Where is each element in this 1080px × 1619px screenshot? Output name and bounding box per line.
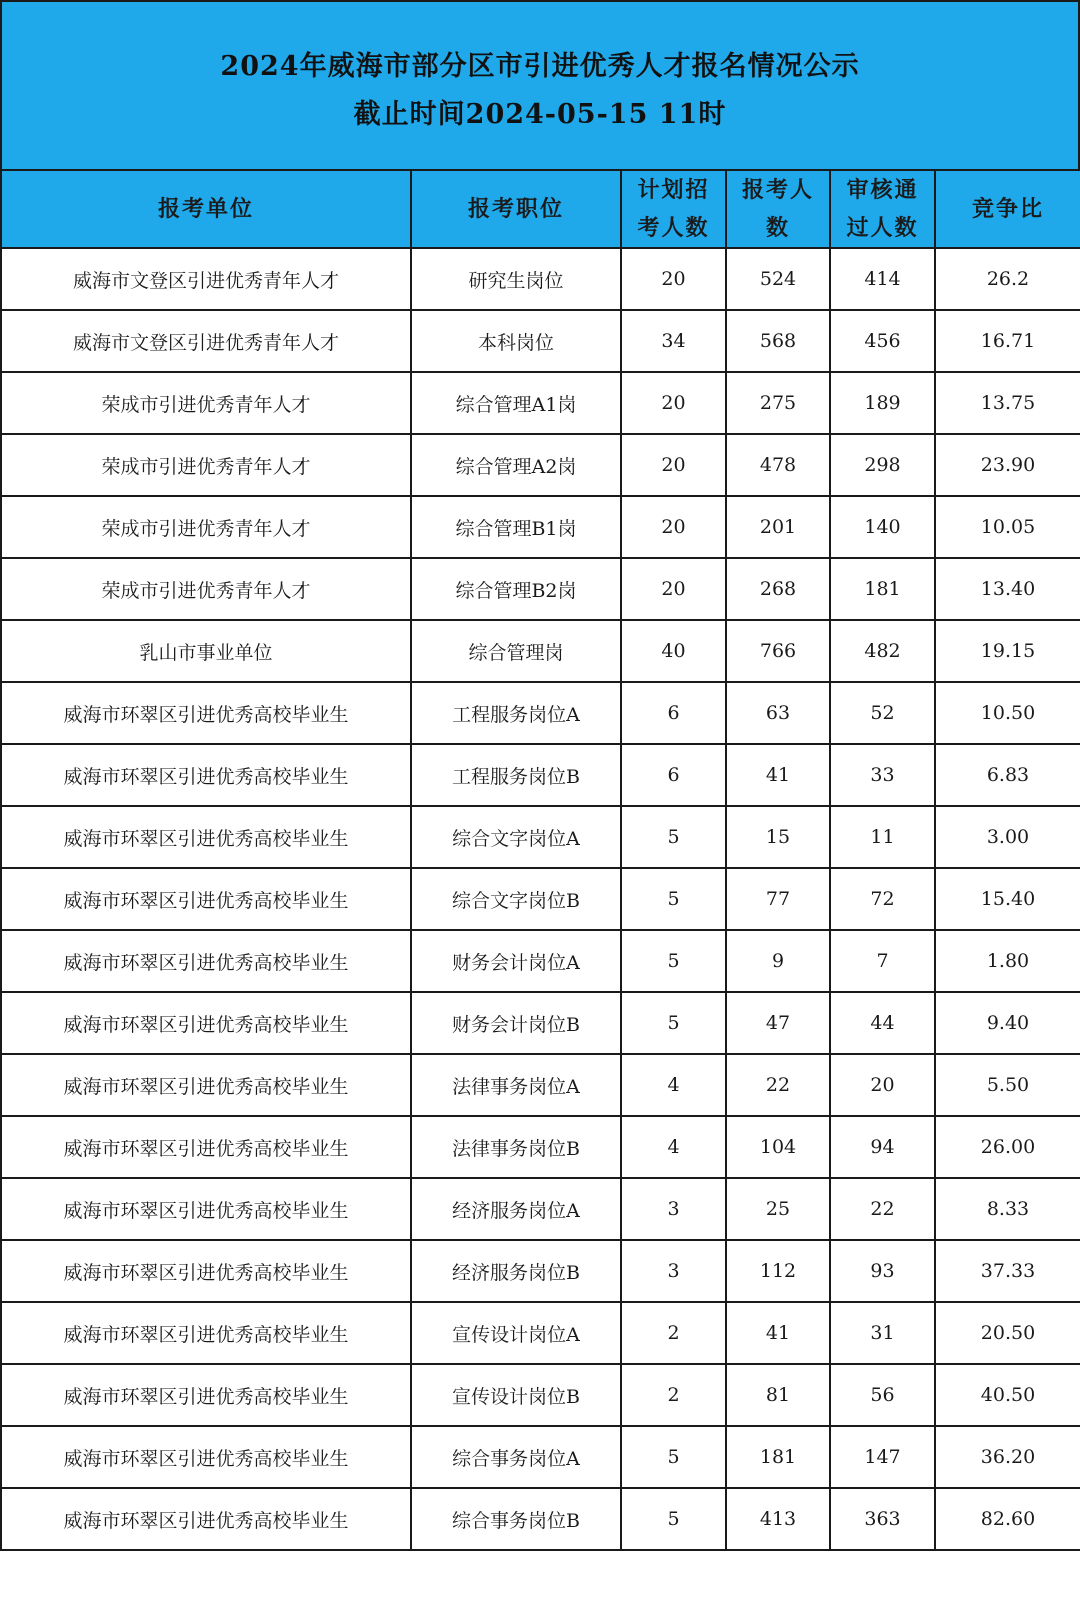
registration-table bbox=[0, 169, 1080, 1551]
cell-unit: 乳山市事业单位 bbox=[1, 620, 411, 682]
cell-approved: 482 bbox=[830, 620, 935, 682]
cell-unit: 威海市文登区引进优秀青年人才 bbox=[1, 310, 411, 372]
cell-approved: 7 bbox=[830, 930, 935, 992]
cell-applicants: 568 bbox=[726, 310, 830, 372]
cell-approved: 20 bbox=[830, 1054, 935, 1116]
cell-position: 综合管理岗 bbox=[411, 620, 621, 682]
cell-position: 宣传设计岗位A bbox=[411, 1302, 621, 1364]
table-row bbox=[1, 496, 1080, 558]
cell-ratio: 37.33 bbox=[935, 1240, 1080, 1302]
table-row bbox=[1, 992, 1080, 1054]
header-plan-line1: 计划招 bbox=[637, 177, 710, 203]
cell-approved: 52 bbox=[830, 682, 935, 744]
cell-applicants: 478 bbox=[726, 434, 830, 496]
cell-applicants: 63 bbox=[726, 682, 830, 744]
cell-applicants: 77 bbox=[726, 868, 830, 930]
cell-approved: 94 bbox=[830, 1116, 935, 1178]
cell-ratio: 16.71 bbox=[935, 310, 1080, 372]
table-row bbox=[1, 1178, 1080, 1240]
table-row bbox=[1, 682, 1080, 744]
cell-plan: 5 bbox=[621, 930, 726, 992]
header-approved bbox=[830, 170, 935, 248]
header-approved-line2: 过人数 bbox=[846, 215, 919, 241]
cell-position: 研究生岗位 bbox=[411, 248, 621, 310]
cell-plan: 2 bbox=[621, 1364, 726, 1426]
cell-plan: 5 bbox=[621, 1426, 726, 1488]
cell-applicants: 766 bbox=[726, 620, 830, 682]
cell-plan: 5 bbox=[621, 806, 726, 868]
header-applicants bbox=[726, 170, 830, 248]
cell-ratio: 10.50 bbox=[935, 682, 1080, 744]
cell-applicants: 9 bbox=[726, 930, 830, 992]
cell-unit: 荣成市引进优秀青年人才 bbox=[1, 372, 411, 434]
cell-unit: 威海市环翠区引进优秀高校毕业生 bbox=[1, 1302, 411, 1364]
cell-plan: 6 bbox=[621, 744, 726, 806]
cell-applicants: 41 bbox=[726, 744, 830, 806]
cell-approved: 363 bbox=[830, 1488, 935, 1550]
table-row bbox=[1, 1364, 1080, 1426]
cell-unit: 荣成市引进优秀青年人才 bbox=[1, 496, 411, 558]
table-row bbox=[1, 1488, 1080, 1550]
cell-plan: 4 bbox=[621, 1054, 726, 1116]
table-row bbox=[1, 620, 1080, 682]
cell-approved: 44 bbox=[830, 992, 935, 1054]
cell-applicants: 47 bbox=[726, 992, 830, 1054]
cell-unit: 威海市环翠区引进优秀高校毕业生 bbox=[1, 1488, 411, 1550]
cell-unit: 威海市环翠区引进优秀高校毕业生 bbox=[1, 806, 411, 868]
cell-position: 综合事务岗位B bbox=[411, 1488, 621, 1550]
cell-applicants: 201 bbox=[726, 496, 830, 558]
cell-plan: 5 bbox=[621, 868, 726, 930]
table-row bbox=[1, 1240, 1080, 1302]
cell-applicants: 524 bbox=[726, 248, 830, 310]
cell-approved: 56 bbox=[830, 1364, 935, 1426]
cell-approved: 22 bbox=[830, 1178, 935, 1240]
cell-plan: 5 bbox=[621, 1488, 726, 1550]
cell-position: 综合管理A2岗 bbox=[411, 434, 621, 496]
cell-position: 法律事务岗位B bbox=[411, 1116, 621, 1178]
cell-approved: 147 bbox=[830, 1426, 935, 1488]
cell-ratio: 23.90 bbox=[935, 434, 1080, 496]
table-row bbox=[1, 310, 1080, 372]
cell-applicants: 413 bbox=[726, 1488, 830, 1550]
cell-unit: 威海市环翠区引进优秀高校毕业生 bbox=[1, 868, 411, 930]
cell-approved: 298 bbox=[830, 434, 935, 496]
table-row bbox=[1, 248, 1080, 310]
cell-position: 经济服务岗位B bbox=[411, 1240, 621, 1302]
cell-approved: 93 bbox=[830, 1240, 935, 1302]
cell-applicants: 275 bbox=[726, 372, 830, 434]
cell-unit: 威海市环翠区引进优秀高校毕业生 bbox=[1, 930, 411, 992]
cell-plan: 3 bbox=[621, 1178, 726, 1240]
table-row bbox=[1, 806, 1080, 868]
cell-position: 财务会计岗位B bbox=[411, 992, 621, 1054]
table-row bbox=[1, 1116, 1080, 1178]
page-title: 2024年威海市部分区市引进优秀人才报名情况公示 bbox=[220, 51, 860, 82]
cell-approved: 31 bbox=[830, 1302, 935, 1364]
header-applicants-line2: 数 bbox=[765, 215, 790, 241]
cell-applicants: 41 bbox=[726, 1302, 830, 1364]
cell-ratio: 13.75 bbox=[935, 372, 1080, 434]
cell-plan: 20 bbox=[621, 434, 726, 496]
cell-position: 综合管理A1岗 bbox=[411, 372, 621, 434]
header-applicants-line1: 报考人 bbox=[741, 177, 814, 203]
cell-unit: 威海市环翠区引进优秀高校毕业生 bbox=[1, 1054, 411, 1116]
cell-ratio: 82.60 bbox=[935, 1488, 1080, 1550]
header-unit: 报考单位 bbox=[1, 170, 411, 248]
cell-ratio: 19.15 bbox=[935, 620, 1080, 682]
cell-approved: 456 bbox=[830, 310, 935, 372]
cell-ratio: 3.00 bbox=[935, 806, 1080, 868]
table-row bbox=[1, 558, 1080, 620]
cell-ratio: 26.00 bbox=[935, 1116, 1080, 1178]
cell-unit: 荣成市引进优秀青年人才 bbox=[1, 558, 411, 620]
cell-position: 综合文字岗位A bbox=[411, 806, 621, 868]
cell-ratio: 1.80 bbox=[935, 930, 1080, 992]
table-row bbox=[1, 1302, 1080, 1364]
cell-approved: 140 bbox=[830, 496, 935, 558]
table-row bbox=[1, 1054, 1080, 1116]
cell-ratio: 40.50 bbox=[935, 1364, 1080, 1426]
cell-ratio: 36.20 bbox=[935, 1426, 1080, 1488]
cell-approved: 414 bbox=[830, 248, 935, 310]
cell-ratio: 8.33 bbox=[935, 1178, 1080, 1240]
cell-plan: 2 bbox=[621, 1302, 726, 1364]
cell-ratio: 6.83 bbox=[935, 744, 1080, 806]
cell-position: 综合管理B2岗 bbox=[411, 558, 621, 620]
cell-position: 经济服务岗位A bbox=[411, 1178, 621, 1240]
cell-applicants: 22 bbox=[726, 1054, 830, 1116]
cell-plan: 20 bbox=[621, 496, 726, 558]
cell-approved: 11 bbox=[830, 806, 935, 868]
cell-position: 工程服务岗位A bbox=[411, 682, 621, 744]
deadline-subtitle: 截止时间2024-05-15 11时 bbox=[353, 99, 727, 130]
cell-unit: 威海市环翠区引进优秀高校毕业生 bbox=[1, 682, 411, 744]
header-approved-line1: 审核通 bbox=[846, 177, 919, 203]
cell-position: 财务会计岗位A bbox=[411, 930, 621, 992]
cell-unit: 威海市环翠区引进优秀高校毕业生 bbox=[1, 1364, 411, 1426]
cell-ratio: 5.50 bbox=[935, 1054, 1080, 1116]
table-body bbox=[1, 248, 1080, 1550]
cell-unit: 威海市环翠区引进优秀高校毕业生 bbox=[1, 1178, 411, 1240]
table-row bbox=[1, 930, 1080, 992]
header-plan-line2: 考人数 bbox=[637, 215, 710, 241]
cell-plan: 20 bbox=[621, 372, 726, 434]
cell-applicants: 268 bbox=[726, 558, 830, 620]
cell-unit: 威海市环翠区引进优秀高校毕业生 bbox=[1, 992, 411, 1054]
cell-unit: 威海市环翠区引进优秀高校毕业生 bbox=[1, 1240, 411, 1302]
cell-plan: 40 bbox=[621, 620, 726, 682]
cell-position: 综合事务岗位A bbox=[411, 1426, 621, 1488]
table-header-row bbox=[1, 170, 1080, 248]
cell-ratio: 13.40 bbox=[935, 558, 1080, 620]
cell-applicants: 181 bbox=[726, 1426, 830, 1488]
header-position: 报考职位 bbox=[411, 170, 621, 248]
cell-plan: 4 bbox=[621, 1116, 726, 1178]
cell-ratio: 9.40 bbox=[935, 992, 1080, 1054]
cell-unit: 威海市环翠区引进优秀高校毕业生 bbox=[1, 1116, 411, 1178]
header-plan bbox=[621, 170, 726, 248]
cell-ratio: 10.05 bbox=[935, 496, 1080, 558]
cell-plan: 34 bbox=[621, 310, 726, 372]
cell-unit: 荣成市引进优秀青年人才 bbox=[1, 434, 411, 496]
title-banner bbox=[0, 0, 1080, 171]
cell-plan: 20 bbox=[621, 558, 726, 620]
cell-plan: 3 bbox=[621, 1240, 726, 1302]
cell-position: 工程服务岗位B bbox=[411, 744, 621, 806]
cell-position: 综合文字岗位B bbox=[411, 868, 621, 930]
cell-applicants: 25 bbox=[726, 1178, 830, 1240]
cell-plan: 6 bbox=[621, 682, 726, 744]
cell-ratio: 20.50 bbox=[935, 1302, 1080, 1364]
cell-ratio: 26.2 bbox=[935, 248, 1080, 310]
cell-position: 法律事务岗位A bbox=[411, 1054, 621, 1116]
cell-unit: 威海市环翠区引进优秀高校毕业生 bbox=[1, 744, 411, 806]
cell-approved: 72 bbox=[830, 868, 935, 930]
cell-plan: 20 bbox=[621, 248, 726, 310]
cell-applicants: 112 bbox=[726, 1240, 830, 1302]
cell-applicants: 81 bbox=[726, 1364, 830, 1426]
table-row bbox=[1, 1426, 1080, 1488]
cell-approved: 33 bbox=[830, 744, 935, 806]
cell-unit: 威海市文登区引进优秀青年人才 bbox=[1, 248, 411, 310]
cell-approved: 181 bbox=[830, 558, 935, 620]
cell-ratio: 15.40 bbox=[935, 868, 1080, 930]
table-row bbox=[1, 744, 1080, 806]
cell-position: 综合管理B1岗 bbox=[411, 496, 621, 558]
table-row bbox=[1, 868, 1080, 930]
table-row bbox=[1, 372, 1080, 434]
cell-applicants: 15 bbox=[726, 806, 830, 868]
cell-position: 宣传设计岗位B bbox=[411, 1364, 621, 1426]
cell-applicants: 104 bbox=[726, 1116, 830, 1178]
cell-approved: 189 bbox=[830, 372, 935, 434]
header-ratio: 竞争比 bbox=[935, 170, 1080, 248]
cell-unit: 威海市环翠区引进优秀高校毕业生 bbox=[1, 1426, 411, 1488]
cell-plan: 5 bbox=[621, 992, 726, 1054]
cell-position: 本科岗位 bbox=[411, 310, 621, 372]
table-row bbox=[1, 434, 1080, 496]
